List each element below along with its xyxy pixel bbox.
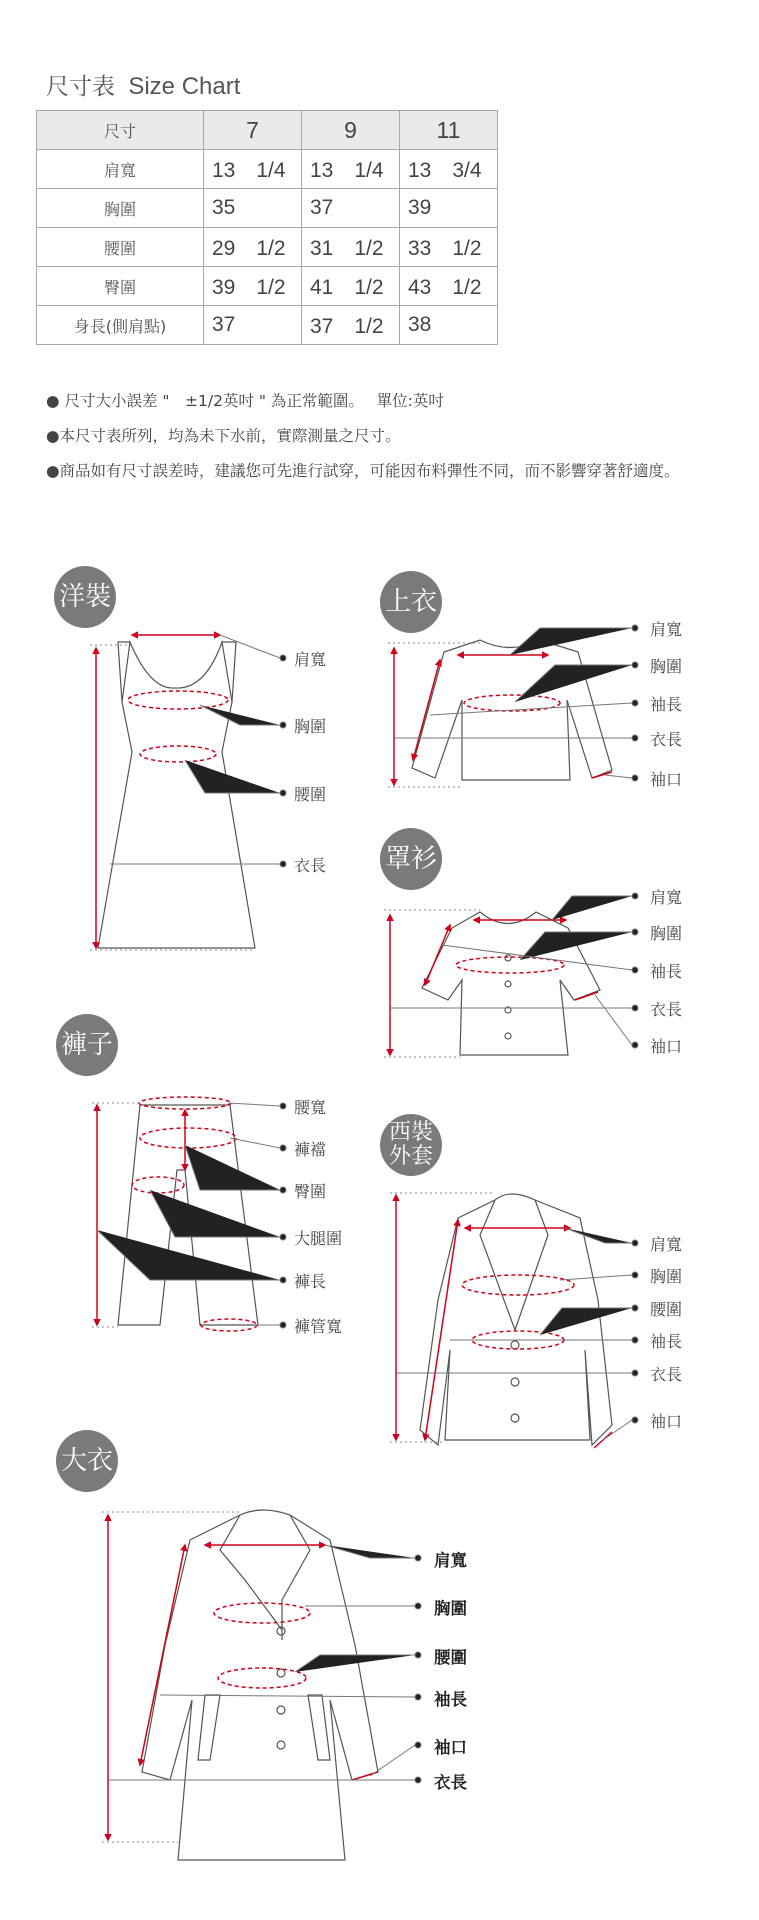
blazer-label: 袖口 xyxy=(650,1412,683,1431)
blazer-label: 腰圍 xyxy=(650,1300,683,1319)
coat-label: 肩寬 xyxy=(434,1551,467,1570)
row-label: 身長(側肩點) xyxy=(37,306,204,345)
pants-label: 臀圍 xyxy=(294,1182,327,1201)
table-cell: 13 3/4 xyxy=(400,150,498,189)
table-cell: 38 xyxy=(400,306,498,345)
blazer-label: 衣長 xyxy=(650,1365,683,1384)
coat-label: 衣長 xyxy=(434,1773,467,1792)
badge-pants: 褲子 xyxy=(56,1014,118,1076)
row-label: 腰圍 xyxy=(37,228,204,267)
shirt-label: 袖長 xyxy=(650,962,683,981)
top-label: 袖口 xyxy=(650,770,683,789)
top-label: 衣長 xyxy=(650,730,683,749)
table-cell: 37 xyxy=(204,306,302,345)
dress-label: 衣長 xyxy=(294,856,327,875)
note-item: ●商品如有尺寸誤差時，建議您可先進行試穿，可能因布料彈性不同，而不影響穿著舒適度。 xyxy=(46,462,680,480)
coat-label: 腰圍 xyxy=(434,1648,467,1667)
shirt-label: 肩寬 xyxy=(650,888,683,907)
coat-label: 袖口 xyxy=(434,1738,467,1757)
badge-blazer-line2: 外套 xyxy=(388,1144,433,1169)
row-label: 胸圍 xyxy=(37,189,204,228)
pants-label: 褲管寬 xyxy=(294,1317,343,1336)
shirt-label: 胸圍 xyxy=(650,924,683,943)
dress-label: 腰圍 xyxy=(294,785,327,804)
table-cell: 35 xyxy=(204,189,302,228)
shirt-label: 衣長 xyxy=(650,1000,683,1019)
table-cell: 41 1/2 xyxy=(302,267,400,306)
pants-label: 褲襠 xyxy=(294,1140,327,1159)
dress-label: 肩寬 xyxy=(294,650,327,669)
blazer-label: 袖長 xyxy=(650,1332,683,1351)
table-cell: 39 xyxy=(400,189,498,228)
pants-label: 褲長 xyxy=(294,1272,327,1291)
table-cell: 31 1/2 xyxy=(302,228,400,267)
table-cell: 39 1/2 xyxy=(204,267,302,306)
table-header-cell: 尺寸 xyxy=(37,111,204,150)
blazer-label: 肩寬 xyxy=(650,1235,683,1254)
top-label: 袖長 xyxy=(650,695,683,714)
table-cell: 29 1/2 xyxy=(204,228,302,267)
title-zh: 尺寸表 xyxy=(46,74,115,100)
badge-dress: 洋裝 xyxy=(54,566,116,628)
coat-label: 胸圍 xyxy=(434,1599,467,1618)
badge-coat: 大衣 xyxy=(56,1430,118,1492)
dress-outline xyxy=(98,642,255,948)
badge-shirt: 罩衫 xyxy=(380,828,442,890)
note-item: ● 尺寸大小誤差 " ±1/2英吋 " 為正常範圍。 單位:英吋 xyxy=(46,392,444,410)
table-cell: 37 xyxy=(302,189,400,228)
title-en: Size Chart xyxy=(128,73,241,100)
dress-label: 胸圍 xyxy=(294,717,327,736)
top-label: 胸圍 xyxy=(650,657,683,676)
table-cell: 33 1/2 xyxy=(400,228,498,267)
row-label: 肩寬 xyxy=(37,150,204,189)
shirt-label: 袖口 xyxy=(650,1037,683,1056)
coat-label: 袖長 xyxy=(434,1690,467,1709)
pants-label: 腰寬 xyxy=(294,1098,327,1117)
coat-outline xyxy=(142,1510,378,1860)
table-cell: 37 1/2 xyxy=(302,306,400,345)
badge-top: 上衣 xyxy=(380,571,442,633)
pants-label: 大腿圍 xyxy=(294,1229,343,1248)
badge-blazer-line1: 西裝 xyxy=(388,1120,433,1145)
table-header-cell: 9 xyxy=(302,111,400,150)
table-header-cell: 11 xyxy=(400,111,498,150)
row-label: 臀圍 xyxy=(37,267,204,306)
table-cell: 43 1/2 xyxy=(400,267,498,306)
table-cell: 13 1/4 xyxy=(302,150,400,189)
top-label: 肩寬 xyxy=(650,620,683,639)
blazer-label: 胸圍 xyxy=(650,1267,683,1286)
table-header-cell: 7 xyxy=(204,111,302,150)
table-cell: 13 1/4 xyxy=(204,150,302,189)
note-item: ●本尺寸表所列，均為未下水前，實際測量之尺寸。 xyxy=(46,427,401,445)
